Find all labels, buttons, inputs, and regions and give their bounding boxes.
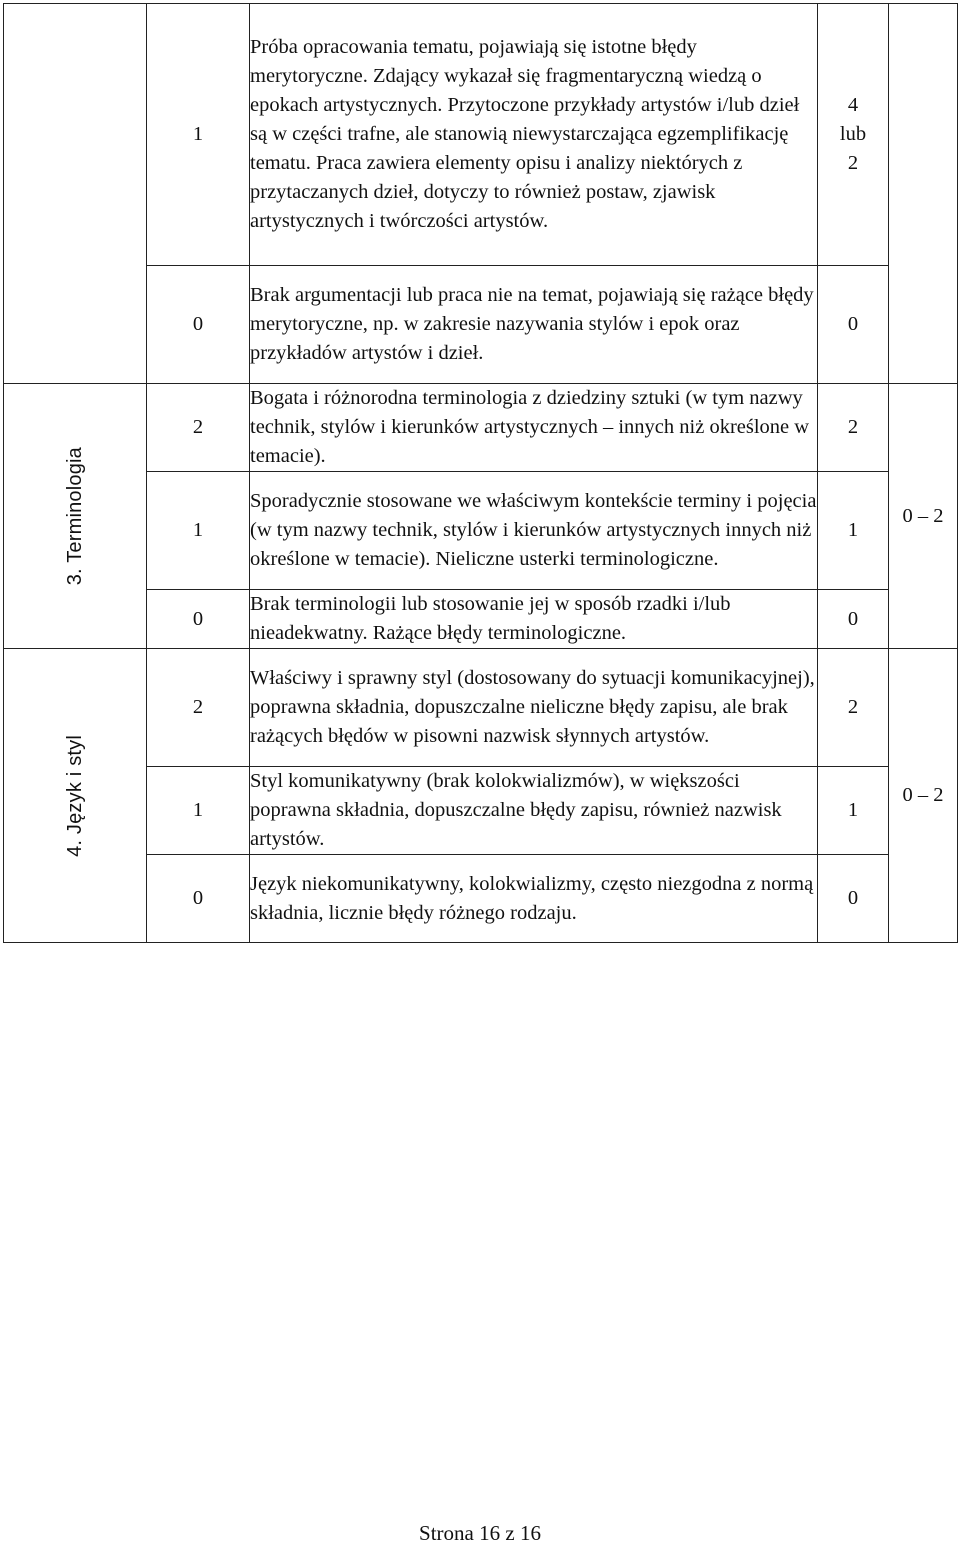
points-cell: 0 (147, 590, 250, 649)
page-footer: Strona 16 z 16 (419, 1521, 541, 1545)
description-cell: Właściwy i sprawny styl (dostosowany do sytuacji komunikacyjnej), poprawna składnia, dopuszczalne nieliczne błędy zapisu, ale brak rażących błędów w pisowni nazwisk słynnych artystów. (250, 649, 818, 767)
criterion-title: 4. Język i styl (63, 734, 86, 857)
max-points-cell: 2 (818, 384, 889, 472)
max-points-line: 4 (847, 94, 859, 116)
criterion-title-cell (4, 649, 147, 943)
description-cell: Bogata i różnorodna terminologia z dziedziny sztuki (w tym nazwy technik, stylów i kierunków artystycznych – innych niż określone w temacie). (250, 384, 818, 472)
points-cell: 2 (147, 649, 250, 767)
table-row (4, 384, 958, 472)
description-cell: Brak argumentacji lub praca nie na temat, pojawiają się rażące błędy merytoryczne, np. w zakresie nazywania stylów i epok oraz przykładów artystów i dzieł. (250, 266, 818, 384)
range-cell: 0 – 2 (889, 649, 958, 943)
points-cell: 1 (147, 472, 250, 590)
table-row (4, 649, 958, 767)
points-cell: 1 (147, 767, 250, 855)
table-row (4, 472, 958, 590)
criterion-title: 3. Terminologia (63, 446, 86, 586)
max-points-line: 2 (847, 152, 859, 174)
points-cell: 2 (147, 384, 250, 472)
points-cell: 0 (147, 266, 250, 384)
points-cell: 0 (147, 855, 250, 943)
range-cell: 0 – 2 (889, 384, 958, 649)
table-row (4, 855, 958, 943)
description-cell: Język niekomunikatywny, kolokwializmy, często niezgodna z normą składnia, licznie błędy różnego rodzaju. (250, 855, 818, 943)
description-cell: Styl komunikatywny (brak kolokwializmów), w większości poprawna składnia, dopuszczalne błędy zapisu, również nazwisk artystów. (250, 767, 818, 855)
table-row (4, 266, 958, 384)
range-cell-empty (889, 4, 958, 384)
max-points-cell (818, 4, 889, 266)
max-points-line: lub (839, 123, 867, 145)
max-points-cell: 1 (818, 767, 889, 855)
rubric-table (3, 3, 958, 943)
max-points-cell: 2 (818, 649, 889, 767)
max-points-cell: 0 (818, 590, 889, 649)
table-row (4, 590, 958, 649)
description-cell: Próba opracowania tematu, pojawiają się istotne błędy merytoryczne. Zdający wykazał się fragmentaryczną wiedzą o epokach artystycznych. Przytoczone przykłady artystów i/lub dzieł są w części trafne, ale stanowią niewystarczająca egzemplifikację tematu. Praca zawiera elementy opisu i analizy niektórych z przytaczanych dzieł, dotyczy to również postaw, zjawisk artystycznych i twórczości artystów. (250, 4, 818, 266)
max-points-cell: 1 (818, 472, 889, 590)
max-points-cell: 0 (818, 266, 889, 384)
table-row (4, 767, 958, 855)
criterion-title-cell (4, 384, 147, 649)
max-points-cell: 0 (818, 855, 889, 943)
table-row (4, 4, 958, 266)
criterion-cell-empty (4, 4, 147, 384)
description-cell: Brak terminologii lub stosowanie jej w sposób rzadki i/lub nieadekwatny. Rażące błędy terminologiczne. (250, 590, 818, 649)
points-cell: 1 (147, 4, 250, 266)
description-cell: Sporadycznie stosowane we właściwym kontekście terminy i pojęcia (w tym nazwy technik, stylów i kierunków artystycznych innych niż określone w temacie). Nieliczne usterki terminologiczne. (250, 472, 818, 590)
